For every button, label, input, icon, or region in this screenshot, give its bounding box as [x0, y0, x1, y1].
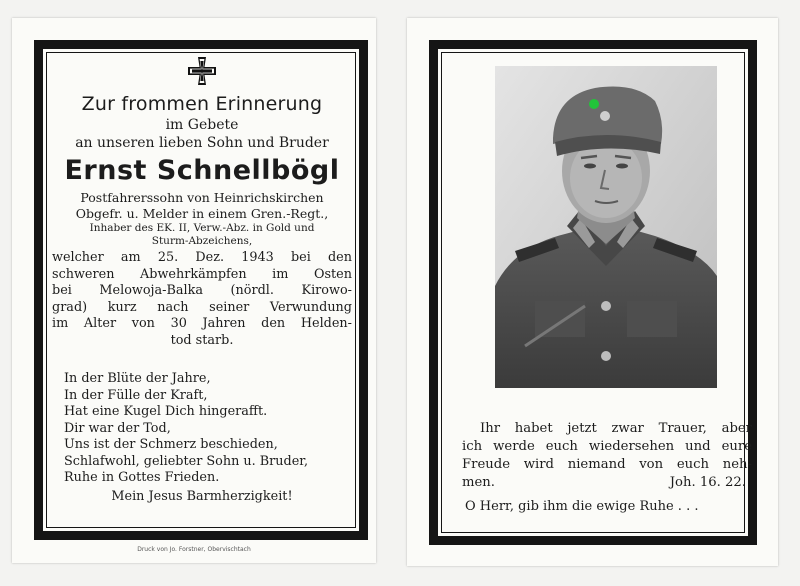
story-line: im Alter von 30 Jahren den Helden-: [52, 316, 352, 331]
verse-reference: Joh. 16. 22.: [669, 475, 746, 490]
printer-imprint: Druck von Jo. Forstner, Obervischtach: [137, 546, 251, 553]
verse-line: men.: [462, 475, 495, 490]
detail-line: Inhaber des EK. II, Verw.-Abz. in Gold und: [89, 222, 315, 234]
story-line: tod starb.: [170, 332, 234, 348]
poem-line: Uns ist der Schmerz beschieden,: [64, 437, 278, 452]
bible-verse: [462, 420, 752, 492]
verse-line: ich werde euch wiedersehen und eure: [462, 439, 752, 454]
poem-line: Schlafwohl, geliebter Sohn u. Bruder,: [64, 453, 309, 469]
photo-marker-dot: [589, 99, 599, 109]
memorial-poem: [64, 371, 352, 487]
card-text-block: [52, 56, 352, 504]
story-line: welcher am 25. Dez. 1943 bei den: [52, 250, 352, 265]
poem-line: Ruhe in Gottes Frieden.: [64, 470, 220, 485]
memorial-card-photo: [407, 18, 778, 566]
memorial-subheading: im Gebete: [165, 117, 239, 133]
soldier-portrait-photo: [495, 66, 717, 388]
iron-cross-icon: [187, 56, 217, 86]
death-account: [52, 250, 352, 349]
deceased-name: Ernst Schnellbögl: [64, 155, 340, 186]
poem-line: Dir war der Tod,: [64, 420, 171, 436]
poem-line: In der Fülle der Kraft,: [64, 387, 208, 403]
detail-line: Sturm-Abzeichens,: [151, 235, 253, 247]
story-line: schweren Abwehrkämpfen im Osten: [52, 266, 352, 282]
poem-line: In der Blüte der Jahre,: [64, 371, 211, 386]
detail-line: Obgefr. u. Melder in einem Gren.-Regt.,: [75, 206, 329, 221]
detail-line: Postfahrerssohn von Heinrichskirchen: [80, 190, 324, 205]
memorial-card-text: [12, 18, 376, 563]
closing-prayer: Mein Jesus Barmherzigkeit!: [111, 488, 293, 504]
poem-line: Hat eine Kugel Dich hingerafft.: [64, 404, 268, 419]
verse-line: Ihr habet jetzt zwar Trauer, aber: [480, 421, 752, 436]
dedication-line: an unseren lieben Sohn und Bruder: [75, 135, 329, 151]
verse-line: Freude wird niemand von euch neh-: [462, 457, 752, 472]
story-line: grad) kurz nach seiner Verwundung: [52, 299, 352, 315]
memorial-heading: Zur frommen Erinnerung: [81, 93, 323, 115]
closing-prayer: O Herr, gib ihm die ewige Ruhe . . .: [465, 499, 699, 514]
story-line: bei Melowoja-Balka (nördl. Kirowo-: [52, 283, 352, 298]
